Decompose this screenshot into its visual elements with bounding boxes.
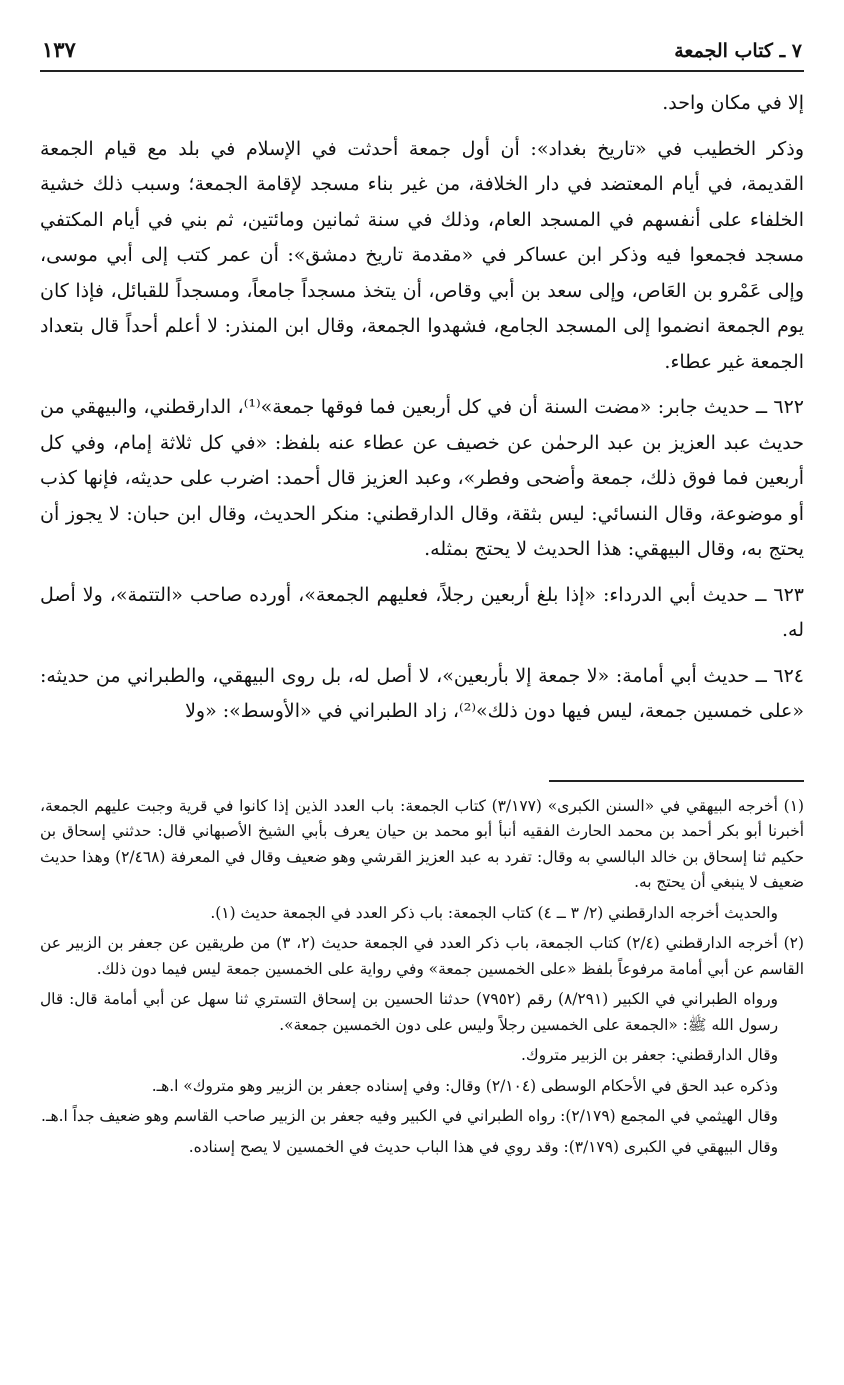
hadith-paragraph: ٦٢٢ ــ حديث جابر: «مضت السنة أن في كل أربعين فما فوقها جمعة»⁽¹⁾، الدارقطني، والبيهقي من حديث عبد العزيز بن عبد الرحمٰن عن خصيف عن عطاء عنه بلفظ: «في كل ثلاثة إمام، وفي كل أربعين فما فوق ذلك، جمعة وأضحى وفطر»، وعبد العزيز قال أحمد: اضرب على حديثه، فإنها كذب أو موضوعة، وقال النسائي: ليس بثقة، وقال الدارقطني: منكر الحديث، وقال ابن حبان: لا يجوز أن يحتج به، وقال البيهقي: هذا الحديث لا يحتج بمثله. [40,396,805,560]
paragraph: وذكر الخطيب في «تاريخ بغداد»: أن أول جمعة أحدثت في الإسلام في بلد مع قيام الجمعة القديمة، في أيام المعتضد في دار الخلافة، من غير بناء مسجد لإقامة الجمعة؛ وسبب ذلك خشية الخلفاء على أنفسهم في المسجد العام، وذلك في سنة ثمانين ومائتين، ثم بني في أيام المكتفي مسجد فجمعوا فيه وذكر ابن عساكر في «مقدمة تاريخ دمشق»: أن عمر كتب إلى أبي موسى، وإلى عَمْرو بن العَاص، وإلى سعد بن أبي وقاص، أن يتخذ مسجداً جامعاً، ومسجداً للقبائل، فإذا كان يوم الجمعة انضموا إلى المسجد الجامع، فشهدوا الجمعة، وقال ابن المنذر: لا أعلم أحداً قال بتعداد الجمعة غير عطاء. [40,137,804,373]
footnote-continuation: وذكره عبد الحق في الأحكام الوسطى (٢/١٠٤) وقال: وفي إسناده جعفر بن الزبير وهو متروك» ا.هـ. [151,1076,778,1095]
footnote-continuation: ورواه الطبراني في الكبير (٨/٢٩١) رقم (٧٩٥٢) حدثنا الحسين بن إسحاق التستري ثنا سهل عن أبي أمامة قال: قال رسول الله ﷺ: «الجمعة على الخمسين رجلاً وليس على دون الخمسين جمعة». [40,990,778,1034]
hadith-paragraph: ٦٢٤ ــ حديث أبي أمامة: «لا جمعة إلا بأربعين»، لا أصل له، بل روى البيهقي، والطبراني من حديثه: «على خمسين جمعة، ليس فيها دون ذلك»⁽²⁾، زاد الطبراني في «الأوسط»: «ولا [40,664,804,722]
chapter-title: ٧ ـ كتاب الجمعة [674,40,802,62]
footnote-divider [549,780,804,782]
page-header [40,30,804,72]
hadith-paragraph: ٦٢٣ ــ حديث أبي الدرداء: «إذا بلغ أربعين رجلاً، فعليهم الجمعة»، أورده صاحب «التتمة»، ولا أصل له. [40,583,804,641]
footnote-continuation: والحديث أخرجه الدارقطني (٢/ ٣ ــ ٤) كتاب الجمعة: باب ذكر العدد في الجمعة حديث (١). [210,903,778,922]
main-text [40,86,804,730]
paragraph: إلا في مكان واحد. [662,92,804,114]
footnote-continuation: وقال البيهقي في الكبرى (٣/١٧٩): وقد روي في هذا الباب حديث في الخمسين لا يصح إسناده. [188,1137,778,1156]
footnote-continuation: وقال الهيثمي في المجمع (٢/١٧٩): رواه الطبراني في الكبير وفيه جعفر بن الزبير صاحب القاسم وهو ضعيف جداً ا.هـ. [41,1107,778,1125]
page-number: ١٣٧ [42,37,76,62]
footnote-continuation: وقال الدارقطني: جعفر بن الزبير متروك. [521,1046,778,1064]
footnote: (٢) أخرجه الدارقطني (٢/٤) كتاب الجمعة، باب ذكر العدد في الجمعة حديث (٢، ٣) من طريقين عن جعفر بن الزبير عن القاسم عن أبي أمامة مرفوعاً بلفظ «على الخمسين جمعة» وفي رواية على الخمسين جمعة ليس فيما دون ذلك. [40,934,804,978]
footnotes [40,794,804,1161]
footnote: (١) أخرجه البيهقي في «السنن الكبرى» (٣/١٧٧) كتاب الجمعة: باب العدد الذين إذا كانوا في قرية وجبت عليهم الجمعة، أخبرنا أبو بكر أحمد بن محمد الحارث الفقيه أنبأ أبو محمد بن حيان يعرف بأبي الشيخ الأصبهاني قال: حدثني إسحاق بن حكيم ثنا إسحاق بن خالد البالسي به وقال: تفرد به عبد العزيز القرشي وهو ضعيف وقال في المعرفة (٢/٤٦٨) وهذا حديث ضعيف لا ينبغي أن يحتج به. [40,796,804,891]
